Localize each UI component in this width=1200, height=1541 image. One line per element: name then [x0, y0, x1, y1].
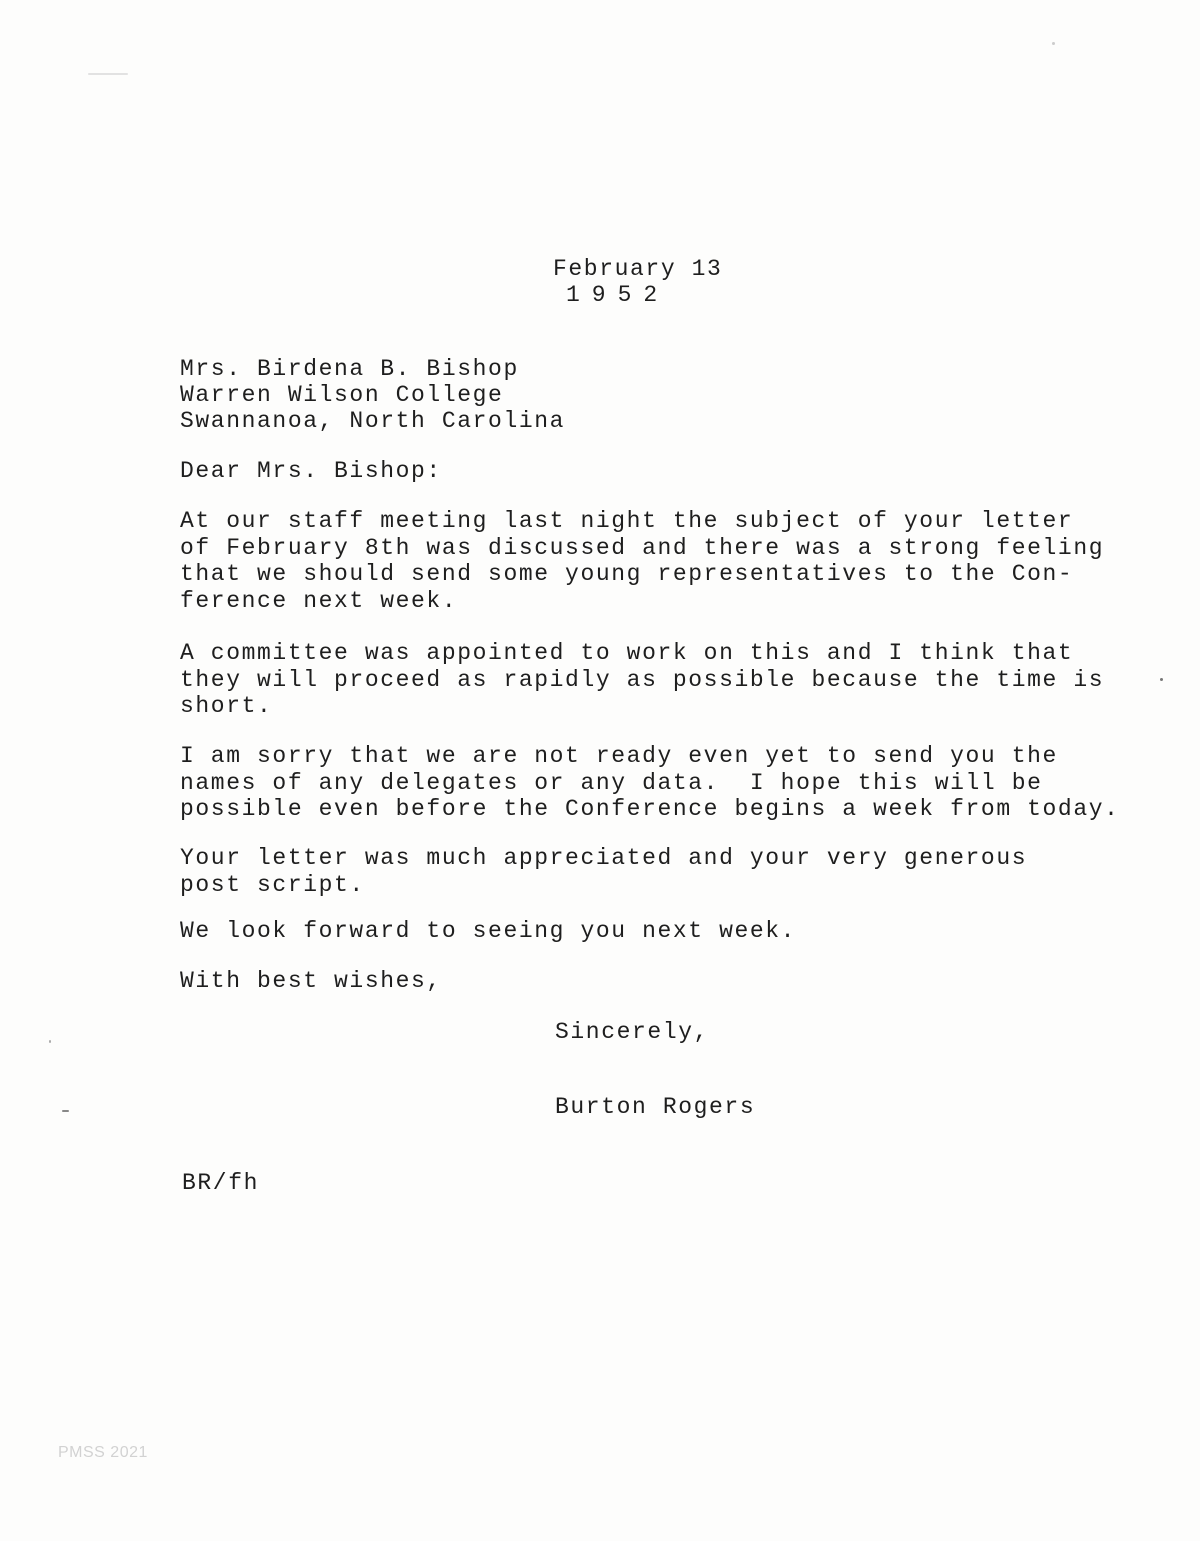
body-paragraph-3: I am sorry that we are not ready even yet to send you the names of any delegates or any data. I hope this will be possible even before the Conference begins a week from today. [180, 743, 1120, 822]
paper-speck [1160, 678, 1163, 681]
address-line-name: Mrs. Birdena B. Bishop [180, 356, 519, 382]
paper-speck [1052, 42, 1055, 45]
body-paragraph-1: At our staff meeting last night the subject of your letter of February 8th was discussed and there was a strong feeling that we should send some young representatives to the Con- ference next week. [180, 508, 1105, 614]
address-line-city: Swannanoa, North Carolina [180, 408, 566, 434]
reference-initials: BR/fh [182, 1170, 260, 1196]
body-paragraph-6: With best wishes, [180, 968, 442, 994]
paper-speck [49, 1040, 51, 1043]
archive-watermark: PMSS 2021 [58, 1444, 148, 1461]
body-paragraph-5: We look forward to seeing you next week. [180, 918, 797, 944]
paper-speck [88, 73, 128, 75]
paper-speck [62, 1110, 69, 1112]
date-year: 1952 [566, 282, 670, 308]
salutation: Dear Mrs. Bishop: [180, 458, 442, 484]
body-paragraph-4: Your letter was much appreciated and your very generous post script. [180, 845, 1028, 898]
signer-name: Burton Rogers [555, 1094, 756, 1120]
recipient-address [180, 356, 565, 434]
letter-date [553, 256, 722, 308]
date-month-day: February 13 [553, 256, 723, 282]
complimentary-closing: Sincerely, [555, 1019, 710, 1045]
address-line-institution: Warren Wilson College [180, 382, 504, 408]
body-paragraph-2: A committee was appointed to work on this and I think that they will proceed as rapidly as possible because the time is short. [180, 640, 1105, 719]
